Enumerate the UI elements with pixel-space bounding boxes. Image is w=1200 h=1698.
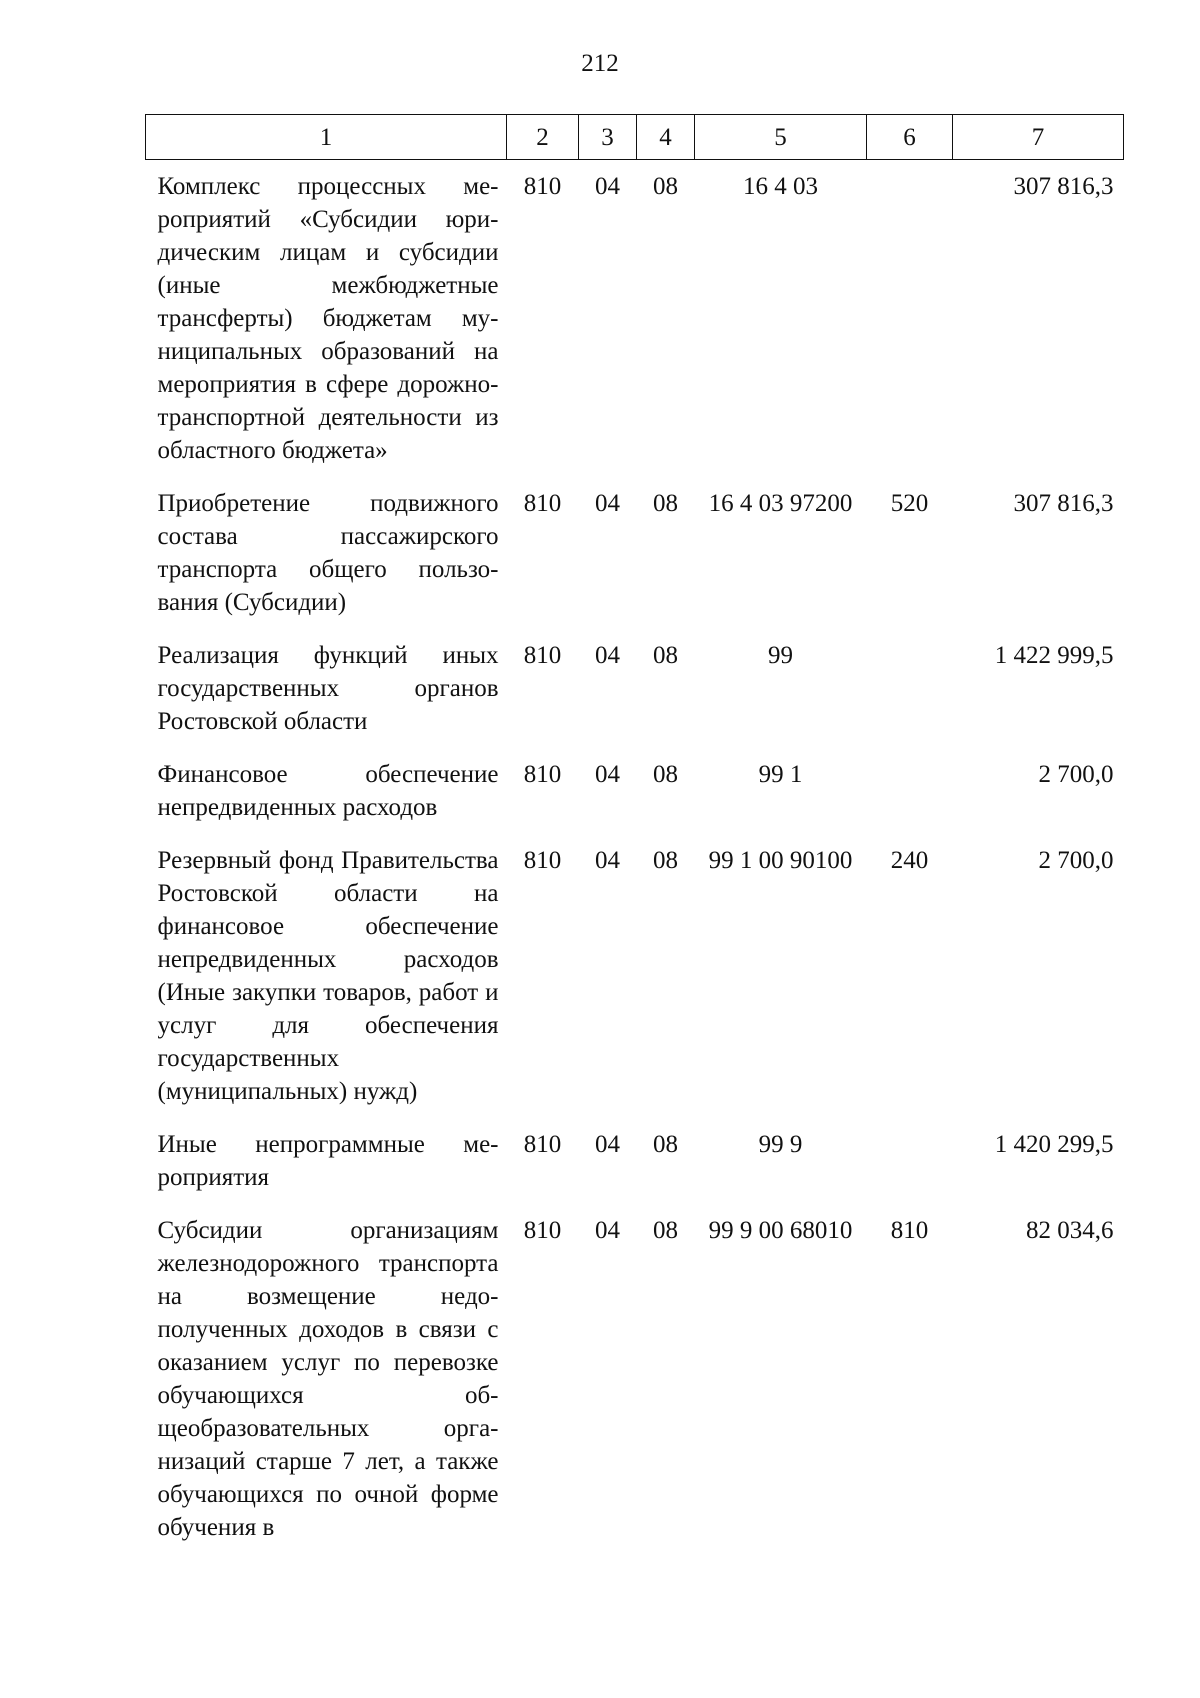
table-row: [146, 752, 1124, 838]
row-amount: 82 034,6: [1026, 1217, 1114, 1244]
row-expense-type-code: [867, 160, 953, 482]
row-target-item-code: 99 9: [758, 1131, 803, 1158]
row-ministry-code: 810: [523, 761, 562, 788]
budget-table: [145, 114, 1124, 1558]
row-name: Финансовое обеспечение непредвиденных расходов: [157, 761, 499, 821]
row-ministry-code: 810: [523, 1217, 562, 1244]
row-subsection-code: 08: [653, 1217, 678, 1244]
header-col-1: 1: [146, 115, 507, 160]
row-section-code: 04: [595, 1131, 620, 1158]
row-subsection-code: 08: [653, 490, 678, 517]
row-amount: 1 422 999,5: [994, 642, 1114, 669]
page-number: 212: [581, 50, 619, 77]
header-col-4: 4: [637, 115, 695, 160]
row-name: Иные непрограммные мероприятия: [157, 1131, 499, 1191]
header-col-2: 2: [507, 115, 579, 160]
header-col-6: 6: [867, 115, 953, 160]
row-section-code: 04: [595, 1217, 620, 1244]
row-ministry-code: 810: [523, 847, 562, 874]
row-subsection-code: 08: [653, 642, 678, 669]
row-target-item-code: 99 9 00 68010: [708, 1217, 853, 1244]
row-amount: 307 816,3: [1013, 490, 1114, 517]
row-amount: 2 700,0: [1038, 761, 1114, 788]
table-row: [146, 1208, 1124, 1558]
row-section-code: 04: [595, 642, 620, 669]
row-expense-type-code: [867, 1122, 953, 1208]
row-expense-type-code: [867, 752, 953, 838]
table-body: [146, 160, 1124, 1559]
row-target-item-code: 99 1 00 90100: [708, 847, 853, 874]
row-target-item-code: 99: [768, 642, 793, 669]
row-section-code: 04: [595, 173, 620, 200]
table-header: [146, 115, 1124, 160]
table-row: [146, 633, 1124, 752]
row-target-item-code: 16 4 03 97200: [708, 490, 853, 517]
row-expense-type-code: [867, 633, 953, 752]
row-amount: 2 700,0: [1038, 847, 1114, 874]
table-row: [146, 838, 1124, 1122]
row-ministry-code: 810: [523, 173, 562, 200]
row-target-item-code: 16 4 03: [743, 173, 818, 200]
row-amount: 1 420 299,5: [994, 1131, 1114, 1158]
table-row: [146, 1122, 1124, 1208]
row-ministry-code: 810: [523, 642, 562, 669]
table-row: [146, 481, 1124, 633]
row-ministry-code: 810: [523, 490, 562, 517]
row-ministry-code: 810: [523, 1131, 562, 1158]
row-name: Резервный фонд Правительства Ростовской области на финансовое обеспечение непредвиденных расходов (Иные закупки товаров, работ и услуг для обеспечения государственных (муниципальных) нужд): [157, 847, 499, 1105]
row-section-code: 04: [595, 761, 620, 788]
row-subsection-code: 08: [653, 1131, 678, 1158]
header-col-5: 5: [695, 115, 867, 160]
table-row: [146, 160, 1124, 482]
row-name: Субсидии организациям железнодорожного транспорта на возмещение недополученных доходов в связи с оказанием услуг по перевозке обучающихся общеобразовательных организаций старше 7 лет, а также обучающихся по очной форме обучения в: [157, 1217, 499, 1541]
row-name: Комплекс процессных мероприятий «Субсидии юридическим лицам и субсидии (иные межбюджетные трансферты) бюджетам муниципальных образований на мероприятия в сфере дорожно-транспортной деятельности из областного бюджета»: [157, 173, 499, 464]
row-target-item-code: 99 1: [758, 761, 803, 788]
row-expense-type-code: 520: [890, 490, 929, 517]
row-section-code: 04: [595, 847, 620, 874]
header-col-7: 7: [953, 115, 1124, 160]
row-name: Приобретение подвижного состава пассажирского транспорта общего пользования (Субсидии): [157, 490, 499, 616]
row-subsection-code: 08: [653, 761, 678, 788]
row-name: Реализация функций иных государственных органов Ростовской области: [157, 642, 499, 735]
header-col-3: 3: [579, 115, 637, 160]
row-expense-type-code: 240: [890, 847, 929, 874]
row-subsection-code: 08: [653, 173, 678, 200]
header-row: [146, 115, 1124, 160]
row-amount: 307 816,3: [1013, 173, 1114, 200]
row-section-code: 04: [595, 490, 620, 517]
row-expense-type-code: 810: [890, 1217, 929, 1244]
row-subsection-code: 08: [653, 847, 678, 874]
